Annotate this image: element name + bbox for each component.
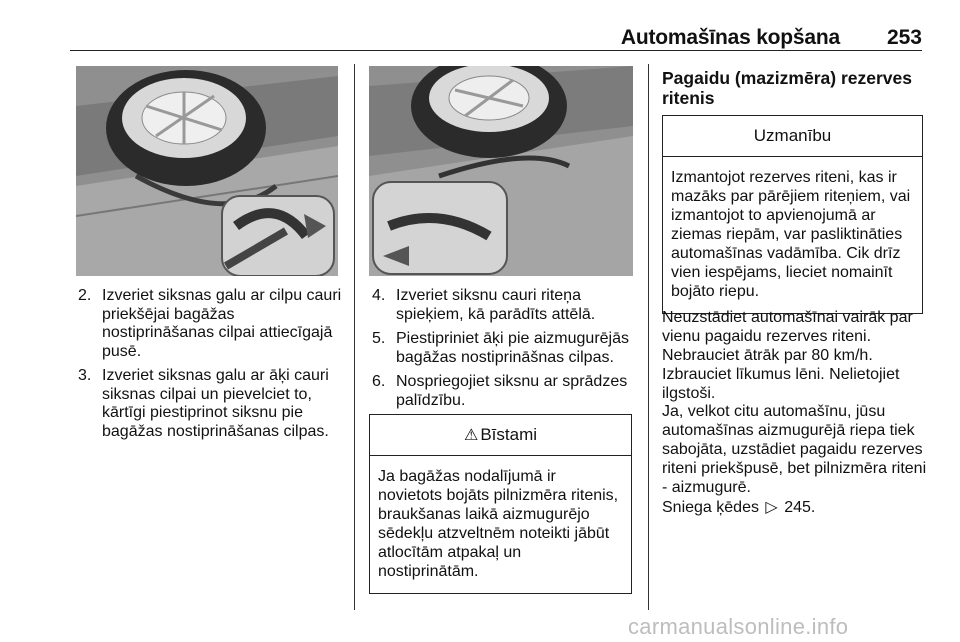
- watermark: carmanualsonline.info: [628, 614, 849, 639]
- list-item: [78, 367, 344, 441]
- warning-box-header: [370, 415, 631, 456]
- steps-list: [78, 287, 344, 447]
- snow-chains-label: Sniega ķēdes: [662, 499, 759, 516]
- illustration-spare-wheel-strap-rear: [369, 66, 633, 276]
- step-text: Izveriet siksnas galu ar āķi cauri siksnas cilpai un pievelciet to, kārtīgi piestiprinot siksnu pie bagāžas nostiprināšanas cilpas.: [102, 367, 329, 440]
- snow-chains-page-link[interactable]: 245.: [784, 499, 816, 516]
- section-title: Pagaidu (mazizmēra) rezerves ritenis: [662, 68, 912, 108]
- list-item: [372, 287, 638, 324]
- page-header-title: Automašīnas kopšana: [620, 26, 840, 49]
- step-text: Izveriet siksnu cauri riteņa spieķiem, kā parādīts attēlā.: [396, 287, 596, 323]
- caution-title: Uzmanību: [663, 116, 922, 157]
- paragraph-snow-chains-ref: [662, 498, 930, 517]
- list-item: [372, 330, 638, 367]
- paragraph-temporary-wheel-rules: Neuzstādiet automašīnai vairāk par vienu pagaidu rezerves riteni. Nebrauciet ātrāk par 80 km/h. Izbrauciet līkumus lēni. Nelietojiet ilgstoši.: [662, 309, 913, 402]
- column-divider: [648, 64, 649, 610]
- step-text: Piestipriniet āķi pie aizmugurējās bagāžas nostiprināšnas cilpas.: [396, 330, 629, 366]
- steps-list: [372, 287, 638, 416]
- page-number: 253: [886, 26, 922, 49]
- step-number: 2.: [78, 287, 92, 304]
- step-text: Izveriet siksnas galu ar cilpu cauri priekšējai bagāžas nostiprināšanas cilpai attiecīgajā pusē.: [102, 287, 342, 360]
- warning-text: Ja bagāžas nodalījumā ir novietots bojāts pilnizmēra ritenis, braukšanas laikā aizmugurējo sēdekļu atzveltnēm noteikti jābūt atlocītām atpakaļ un nostiprinātām.: [378, 468, 619, 580]
- warning-title: Bīstami: [480, 425, 538, 444]
- paragraph-towing-damage: Ja, velkot citu automašīnu, jūsu automašīnas aizmugurējā riepa tiek sabojāta, uzstādiet pagaidu rezerves riteni priekšpusē, bet pilnizmēra riteni - aizmugurē.: [662, 403, 927, 496]
- illustration-spare-wheel-strap-front: [76, 66, 338, 276]
- column-divider: [354, 64, 355, 610]
- step-number: 3.: [78, 367, 92, 384]
- list-item: [78, 287, 344, 361]
- page-reference-icon: ▷: [765, 499, 778, 516]
- page-header: [70, 26, 922, 51]
- step-number: 6.: [372, 373, 386, 390]
- list-item: [372, 373, 638, 410]
- warning-box: [369, 414, 632, 594]
- step-number: 5.: [372, 330, 386, 347]
- caution-box: [662, 115, 923, 314]
- step-number: 4.: [372, 287, 386, 304]
- step-text: Nospriegojiet siksnu ar sprādzes palīdzību.: [396, 373, 628, 409]
- caution-text: Izmantojot rezerves riteni, kas ir mazāks par pārējiem riteņiem, vai izmantojot to apvienojumā ar ziemas riepām, var pasliktināties automašīnas vadāmība. Cik drīz vien iespējams, lieciet nomainīt bojāto riepu.: [671, 169, 911, 300]
- warning-triangle-icon: ⚠: [463, 427, 479, 444]
